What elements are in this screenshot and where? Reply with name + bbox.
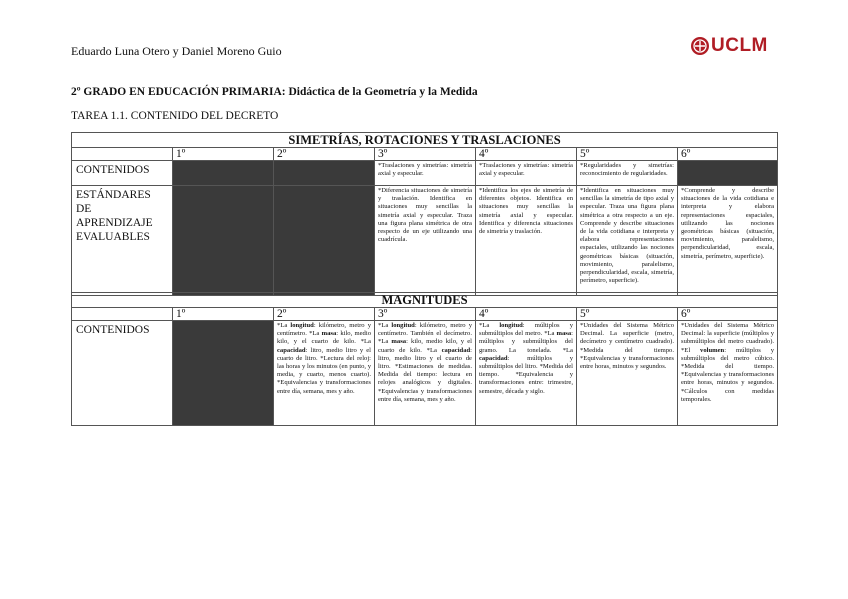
row-label: CONTENIDOS [72, 321, 173, 426]
grade-header: 1º [173, 308, 274, 321]
text-run: *La [378, 338, 392, 346]
text-run: *La [360, 338, 371, 346]
text-run: *La [479, 322, 500, 329]
grade-header: 1º [173, 148, 274, 161]
empty-cell [678, 161, 778, 186]
task-title: TAREA 1.1. CONTENIDO DEL DECRETO [71, 110, 279, 122]
term-bold: longitud [499, 322, 523, 329]
logo-text: UCLM [711, 35, 768, 56]
empty-cell [173, 161, 274, 186]
content-cell: *Comprende y describe situaciones de la vida cotidiana e interpreta y elabora representaciones espaciales, utilizando las nociones geométricas básicas (situación, movimiento, paralelismo, perpendicularidad, escala, simetría, perímetro, superficie). [678, 186, 778, 296]
row-label [72, 186, 173, 296]
text-run: *La [562, 346, 573, 354]
grade-header: 4º [476, 308, 577, 321]
table-title: SIMETRÍAS, ROTACIONES Y TRASLACIONES [72, 133, 778, 148]
text-run: *Estimaciones de medidas. Medida del tiempo: lectura en relojes analógicos y digitales. *Equivalencias y transformaciones entre día, semana, mes y año. [378, 363, 472, 403]
content-cell: *Unidades del Sistema Métrico Decimal. La superficie (metro, decímetro y centímetro cuadrado). *Medida del tiempo. *Equivalencias y transformaciones entre horas, minutos y segundos. [577, 321, 678, 426]
row-label-line: ESTÁNDARES [76, 189, 151, 201]
grade-header: 5º [577, 148, 678, 161]
row-label-line: APRENDIZAJE [76, 217, 153, 229]
grade-header: 2º [274, 148, 375, 161]
term-bold: capacidad [441, 346, 471, 354]
text-run: : múltiplos y submúltiplos del litro. [479, 354, 573, 371]
empty-cell [274, 161, 375, 186]
content-cell: *Traslaciones y simetrías: simetría axial y especular. [476, 161, 577, 186]
content-cell: *Traslaciones y simetrías: simetría axial y especular. [375, 161, 476, 186]
text-run: *Medida del tiempo. *Equivalencia y transformaciones entre: trimestre, semestre, década y siglo. [479, 363, 573, 395]
table-row [72, 186, 778, 296]
row-label-line: DE [76, 203, 92, 215]
authors: Eduardo Luna Otero y Daniel Moreno Guio [71, 44, 282, 58]
text-run: *La [277, 322, 291, 329]
content-cell: *Identifica los ejes de simetría de diferentes objetos. Identifica en situaciones muy sencillas la simetría axial y especular. Identifica y diferencia situaciones de simetría y traslación. [476, 186, 577, 296]
table-row [72, 161, 778, 186]
grade-header: 6º [678, 148, 778, 161]
grade-header: 2º [274, 308, 375, 321]
grade-header: 3º [375, 148, 476, 161]
text-run: *La [309, 330, 322, 338]
empty-cell [173, 186, 274, 296]
row-label: CONTENIDOS [72, 161, 173, 186]
term-bold: masa [321, 330, 337, 338]
grade-header: 4º [476, 148, 577, 161]
text-run: : kilómetro, metro y centímetro. [277, 322, 371, 338]
text-run: : litro, medio litro y el cuarto de litro. [378, 346, 473, 371]
table-title: MAGNITUDES [72, 293, 778, 308]
content-cell: *Regularidades y simetrías: reconocimiento de regularidades. [577, 161, 678, 186]
text-run: : múltiplos y submúltiplos del gramo. La tonelada. [479, 330, 573, 354]
grade-header: 5º [577, 308, 678, 321]
university-seal-icon [690, 36, 710, 56]
empty-cell [173, 321, 274, 426]
content-cell [476, 321, 577, 426]
term-bold: capacidad [277, 346, 306, 354]
magnitudes-table [71, 292, 778, 426]
text-run: *Unidades del Sistema Métrico Decimal: la superficie (múltiplos y submúltiplos del metro cuadrado). *El [681, 322, 775, 354]
content-cell [678, 321, 778, 426]
table-row [72, 321, 778, 426]
corner-cell [72, 148, 173, 161]
content-cell [274, 321, 375, 426]
text-run: : múltiplos y submúltiplos del metro. [479, 322, 573, 338]
text-run: : litro, medio litro y el cuarto de litro. [277, 346, 371, 362]
term-bold: masa [391, 338, 407, 346]
content-cell: *Identifica en situaciones muy sencillas la simetría de tipo axial y especular. Traza una figura plana simétrica a otra respecto a un eje. Comprende y describe situaciones de la vida cotidiana e interpreta y elabora representaciones espaciales, utilizando las nociones geométricas básicas (situación, movimiento, paralelismo, perpendicularidad, escala, simetría, perímetro, superficie). [577, 186, 678, 296]
term-bold: longitud [391, 322, 415, 329]
text-run: : kilo, medio kilo, y el cuarto de kilo. [277, 330, 371, 346]
term-bold: masa [556, 330, 572, 338]
grade-header-row [72, 308, 778, 321]
term-bold: longitud [290, 322, 314, 329]
term-bold: capacidad [479, 354, 508, 362]
text-run: *La [426, 346, 442, 354]
row-label-line: EVALUABLES [76, 231, 150, 243]
text-run: *La [378, 322, 392, 329]
degree-title: 2º GRADO EN EDUCACIÓN PRIMARIA: Didáctica de la Geometría y la Medida [71, 86, 478, 98]
content-cell [375, 321, 476, 426]
text-run: : múltiplos y submúltiplos del metro cúbico. *Medida del tiempo. *Equivalencias y transformaciones entre horas, minutos y segundos. *Cálculos con medidas temporales. [681, 346, 775, 403]
corner-cell [72, 308, 173, 321]
text-run: : kilómetro, metro y centímetro. También el decímetro. [378, 322, 472, 338]
empty-cell [274, 186, 375, 296]
grade-header-row [72, 148, 778, 161]
term-bold: volumen [700, 346, 725, 354]
grade-header: 6º [678, 308, 778, 321]
text-run: *Lectura del reloj: las horas y los minutos (en punto, y media, y cuarto, menos cuarto). *Equivalencias y transformaciones entre día, semana, mes y año. [277, 354, 371, 395]
uclm-logo [690, 36, 768, 56]
content-cell: *Diferencia situaciones de simetría y traslación. Identifica en situaciones muy sencillas la simetría axial y especular. Traza una figura plana simétrica de otra respecto de un eje utilizando una cuadrícula. [375, 186, 476, 296]
grade-header: 3º [375, 308, 476, 321]
text-run: : kilo, medio kilo, y el cuarto de kilo. [378, 338, 472, 354]
text-run: *La [544, 330, 557, 338]
symmetry-table [71, 132, 778, 296]
